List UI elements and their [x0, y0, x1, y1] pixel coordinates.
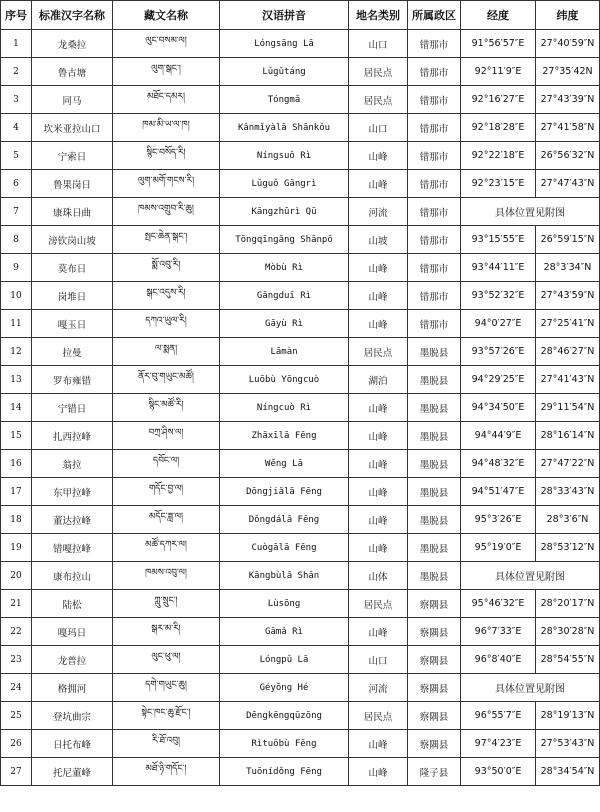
table-row	[1, 142, 600, 170]
cell-district: 错那市	[408, 142, 461, 170]
cell-latitude: 28°34′54″N	[536, 758, 600, 786]
cell-district: 察隅县	[408, 618, 461, 646]
table-row	[1, 86, 600, 114]
cell-name-tib: མཚོ་དཀར་ལ།	[113, 534, 220, 562]
cell-seq: 1	[1, 30, 32, 58]
cell-latitude: 28°3′6″N	[536, 506, 600, 534]
cell-location-note: 具体位置见附图	[461, 562, 600, 590]
cell-name-tib: སྨོ་འབུ་རི།	[113, 254, 220, 282]
cell-longitude: 94°0′27″E	[461, 310, 536, 338]
cell-pinyin: Dǒngdálā Fēng	[220, 506, 349, 534]
cell-district: 错那市	[408, 114, 461, 142]
header-pinyin: 汉语拼音	[220, 1, 349, 30]
cell-district: 察隅县	[408, 590, 461, 618]
cell-category: 山峰	[349, 254, 408, 282]
table-row	[1, 226, 600, 254]
cell-name-zh: 鲁古塘	[32, 58, 113, 86]
cell-seq: 7	[1, 198, 32, 226]
cell-district: 墨脱县	[408, 338, 461, 366]
cell-longitude: 92°23′15″E	[461, 170, 536, 198]
cell-district: 墨脱县	[408, 450, 461, 478]
cell-seq: 13	[1, 366, 32, 394]
cell-category: 居民点	[349, 338, 408, 366]
cell-pinyin: Mòbù Rì	[220, 254, 349, 282]
cell-latitude: 28°16′14″N	[536, 422, 600, 450]
cell-name-tib: ལ་སྨན།	[113, 338, 220, 366]
cell-name-zh: 格拥河	[32, 674, 113, 702]
cell-name-tib: མཐོང་དམར།	[113, 86, 220, 114]
cell-name-tib: སྒར་མ་རི།	[113, 618, 220, 646]
table-row	[1, 422, 600, 450]
cell-latitude: 28°53′12″N	[536, 534, 600, 562]
cell-pinyin: Géyōng Hé	[220, 674, 349, 702]
cell-district: 墨脱县	[408, 422, 461, 450]
table-row	[1, 338, 600, 366]
cell-district: 墨脱县	[408, 366, 461, 394]
cell-seq: 9	[1, 254, 32, 282]
cell-district: 错那市	[408, 282, 461, 310]
cell-latitude: 27°25′41″N	[536, 310, 600, 338]
cell-name-zh: 嘎玛日	[32, 618, 113, 646]
table-row	[1, 758, 600, 786]
cell-name-zh: 同马	[32, 86, 113, 114]
table-row	[1, 702, 600, 730]
cell-latitude: 27°41′43″N	[536, 366, 600, 394]
cell-district: 察隅县	[408, 730, 461, 758]
cell-pinyin: Tōngqīngāng Shānpō	[220, 226, 349, 254]
cell-name-tib: ཁམས་འགྲུབ་རི་ཆུ།	[113, 198, 220, 226]
cell-pinyin: Gāmǎ Rì	[220, 618, 349, 646]
cell-category: 山峰	[349, 142, 408, 170]
cell-longitude: 93°44′11″E	[461, 254, 536, 282]
cell-name-tib: ནོར་བུ་གཡུང་མཚོ།	[113, 366, 220, 394]
cell-seq: 12	[1, 338, 32, 366]
table-row	[1, 590, 600, 618]
header-longitude: 经度	[461, 1, 536, 30]
cell-latitude: 27°47′22″N	[536, 450, 600, 478]
cell-district: 错那市	[408, 254, 461, 282]
cell-longitude: 93°50′0″E	[461, 758, 536, 786]
cell-pinyin: Tuōnídǒng Fēng	[220, 758, 349, 786]
table-row	[1, 506, 600, 534]
cell-name-tib: དཀའ་ཡུལ་རི།	[113, 310, 220, 338]
cell-longitude: 94°29′25″E	[461, 366, 536, 394]
cell-category: 山峰	[349, 394, 408, 422]
table-row	[1, 618, 600, 646]
cell-district: 墨脱县	[408, 534, 461, 562]
cell-seq: 6	[1, 170, 32, 198]
cell-district: 隆子县	[408, 758, 461, 786]
cell-seq: 22	[1, 618, 32, 646]
cell-category: 居民点	[349, 86, 408, 114]
cell-category: 居民点	[349, 702, 408, 730]
cell-category: 山峰	[349, 282, 408, 310]
cell-district: 错那市	[408, 310, 461, 338]
cell-name-zh: 嘎玉日	[32, 310, 113, 338]
cell-name-tib: བཀྲ་ཤིས་ལ།	[113, 422, 220, 450]
cell-name-zh: 鲁果岗日	[32, 170, 113, 198]
header-seq: 序号	[1, 1, 32, 30]
cell-seq: 5	[1, 142, 32, 170]
cell-category: 山峰	[349, 758, 408, 786]
cell-name-tib: དགེ་གཡུང་ཆུ།	[113, 674, 220, 702]
cell-latitude: 27°41′58″N	[536, 114, 600, 142]
cell-name-zh: 滂钦岗山坡	[32, 226, 113, 254]
table-row	[1, 646, 600, 674]
cell-pinyin: Tóngmǎ	[220, 86, 349, 114]
cell-pinyin: Kāngbùlā Shān	[220, 562, 349, 590]
cell-pinyin: Lùsōng	[220, 590, 349, 618]
cell-longitude: 95°3′26″E	[461, 506, 536, 534]
cell-name-tib: ཀླུ་སྲུང་།	[113, 590, 220, 618]
table-row	[1, 30, 600, 58]
cell-seq: 24	[1, 674, 32, 702]
cell-name-tib: ལུག་སྒང་།	[113, 58, 220, 86]
cell-latitude: 28°54′55″N	[536, 646, 600, 674]
cell-longitude: 96°8′40″E	[461, 646, 536, 674]
cell-district: 墨脱县	[408, 562, 461, 590]
cell-name-tib: སྒང་འདུས་རི།	[113, 282, 220, 310]
table-row	[1, 282, 600, 310]
cell-name-zh: 陆松	[32, 590, 113, 618]
cell-pinyin: Kāngzhūrì Qū	[220, 198, 349, 226]
cell-latitude: 28°46′27″N	[536, 338, 600, 366]
cell-seq: 4	[1, 114, 32, 142]
cell-pinyin: Lóngpǔ Lā	[220, 646, 349, 674]
cell-seq: 19	[1, 534, 32, 562]
cell-category: 山体	[349, 562, 408, 590]
cell-name-tib: སྟེང་ཁང་ཆུ་རྫོང་།	[113, 702, 220, 730]
cell-category: 山口	[349, 30, 408, 58]
cell-longitude: 96°55′7″E	[461, 702, 536, 730]
cell-pinyin: Kǎnmǐyàlā Shānkǒu	[220, 114, 349, 142]
cell-category: 山峰	[349, 170, 408, 198]
cell-latitude: 26°56′32″N	[536, 142, 600, 170]
cell-name-zh: 康布拉山	[32, 562, 113, 590]
table-row	[1, 366, 600, 394]
cell-latitude: 28°3′34″N	[536, 254, 600, 282]
cell-category: 山峰	[349, 310, 408, 338]
cell-district: 错那市	[408, 58, 461, 86]
cell-name-zh: 翁拉	[32, 450, 113, 478]
cell-district: 错那市	[408, 30, 461, 58]
header-category: 地名类别	[349, 1, 408, 30]
cell-district: 察隅县	[408, 674, 461, 702]
cell-latitude: 27°43′39″N	[536, 86, 600, 114]
cell-longitude: 97°4′23″E	[461, 730, 536, 758]
cell-category: 山峰	[349, 478, 408, 506]
cell-name-tib: ལུང་བསམ་ལ།	[113, 30, 220, 58]
cell-longitude: 94°34′50″E	[461, 394, 536, 422]
cell-name-tib: རི་ཐོ་འབུ།	[113, 730, 220, 758]
cell-longitude: 92°22′18″E	[461, 142, 536, 170]
cell-pinyin: Zhāxīlā Fēng	[220, 422, 349, 450]
cell-latitude: 28°19′13″N	[536, 702, 600, 730]
table-row	[1, 114, 600, 142]
cell-pinyin: Gāyù Rì	[220, 310, 349, 338]
cell-longitude: 96°7′33″E	[461, 618, 536, 646]
cell-longitude: 93°52′32″E	[461, 282, 536, 310]
cell-longitude: 92°18′28″E	[461, 114, 536, 142]
table-row	[1, 394, 600, 422]
cell-name-zh: 龙普拉	[32, 646, 113, 674]
table-row	[1, 562, 600, 590]
cell-longitude: 95°46′32″E	[461, 590, 536, 618]
cell-district: 错那市	[408, 170, 461, 198]
cell-category: 山口	[349, 114, 408, 142]
cell-district: 墨脱县	[408, 506, 461, 534]
table-row	[1, 730, 600, 758]
cell-pinyin: Dōngjiǎlā Fēng	[220, 478, 349, 506]
header-name-tib: 藏文名称	[113, 1, 220, 30]
cell-name-zh: 日托布峰	[32, 730, 113, 758]
table-row	[1, 450, 600, 478]
cell-latitude: 28°20′17″N	[536, 590, 600, 618]
cell-name-tib: སྤང་ཆེན་སྒང་།	[113, 226, 220, 254]
cell-name-zh: 龙桑拉	[32, 30, 113, 58]
cell-seq: 8	[1, 226, 32, 254]
cell-category: 山坡	[349, 226, 408, 254]
cell-category: 河流	[349, 674, 408, 702]
cell-longitude: 95°19′0″E	[461, 534, 536, 562]
cell-longitude: 91°56′57″E	[461, 30, 536, 58]
cell-seq: 27	[1, 758, 32, 786]
cell-seq: 25	[1, 702, 32, 730]
table-row	[1, 170, 600, 198]
cell-name-tib: ལུག་མགོ་གངས་རི།	[113, 170, 220, 198]
cell-name-tib: ལུང་ཕུ་ལ།	[113, 646, 220, 674]
cell-pinyin: Gāngduī Rì	[220, 282, 349, 310]
cell-longitude: 94°44′9″E	[461, 422, 536, 450]
cell-name-zh: 董达拉峰	[32, 506, 113, 534]
table-row	[1, 198, 600, 226]
cell-district: 错那市	[408, 198, 461, 226]
cell-category: 山峰	[349, 534, 408, 562]
cell-pinyin: Luōbù Yōngcuò	[220, 366, 349, 394]
cell-seq: 17	[1, 478, 32, 506]
cell-name-zh: 坎米亚拉山口	[32, 114, 113, 142]
cell-latitude: 27°53′43″N	[536, 730, 600, 758]
cell-name-tib: མཐོ་ཉི་གདོང་།	[113, 758, 220, 786]
cell-seq: 15	[1, 422, 32, 450]
cell-seq: 21	[1, 590, 32, 618]
cell-location-note: 具体位置见附图	[461, 674, 600, 702]
cell-longitude: 94°48′32″E	[461, 450, 536, 478]
cell-name-zh: 莫布日	[32, 254, 113, 282]
cell-name-zh: 罗布雍错	[32, 366, 113, 394]
table-header-row	[1, 1, 600, 30]
cell-name-zh: 登坑曲宗	[32, 702, 113, 730]
cell-seq: 20	[1, 562, 32, 590]
cell-seq: 2	[1, 58, 32, 86]
cell-longitude: 92°11′9″E	[461, 58, 536, 86]
header-latitude: 纬度	[536, 1, 600, 30]
cell-pinyin: Lóngsāng Lā	[220, 30, 349, 58]
table-row	[1, 534, 600, 562]
cell-name-zh: 错嘎拉峰	[32, 534, 113, 562]
cell-location-note: 具体位置见附图	[461, 198, 600, 226]
cell-latitude: 27°40′59″N	[536, 30, 600, 58]
cell-latitude: 28°30′28″N	[536, 618, 600, 646]
cell-longitude: 93°57′26″E	[461, 338, 536, 366]
table-row	[1, 254, 600, 282]
cell-pinyin: Wēng Lā	[220, 450, 349, 478]
cell-name-zh: 托尼董峰	[32, 758, 113, 786]
cell-district: 察隅县	[408, 646, 461, 674]
cell-seq: 3	[1, 86, 32, 114]
table-body	[1, 30, 600, 786]
cell-district: 墨脱县	[408, 394, 461, 422]
cell-name-tib: མདོང་ཟླ་ལ།	[113, 506, 220, 534]
cell-seq: 26	[1, 730, 32, 758]
cell-name-zh: 拉曼	[32, 338, 113, 366]
cell-category: 居民点	[349, 58, 408, 86]
cell-longitude: 92°16′27″E	[461, 86, 536, 114]
cell-seq: 23	[1, 646, 32, 674]
cell-name-zh: 东甲拉峰	[32, 478, 113, 506]
cell-name-zh: 宁索日	[32, 142, 113, 170]
cell-seq: 16	[1, 450, 32, 478]
cell-name-tib: ཁམས་འབུ་ལ།	[113, 562, 220, 590]
cell-category: 山峰	[349, 450, 408, 478]
cell-pinyin: Cuògālā Fēng	[220, 534, 349, 562]
cell-category: 山口	[349, 646, 408, 674]
cell-category: 湖泊	[349, 366, 408, 394]
cell-latitude: 29°11′54″N	[536, 394, 600, 422]
cell-category: 山峰	[349, 506, 408, 534]
cell-category: 山峰	[349, 730, 408, 758]
cell-name-zh: 康珠日曲	[32, 198, 113, 226]
cell-latitude: 27°47′43″N	[536, 170, 600, 198]
cell-district: 错那市	[408, 226, 461, 254]
table-row	[1, 478, 600, 506]
header-district: 所属政区	[408, 1, 461, 30]
cell-seq: 14	[1, 394, 32, 422]
cell-pinyin: Lǔguǒ Gāngrì	[220, 170, 349, 198]
cell-longitude: 93°15′55″E	[461, 226, 536, 254]
cell-name-tib: སྙིང་མཚོ་རི།	[113, 394, 220, 422]
cell-latitude: 26°59′15″N	[536, 226, 600, 254]
cell-name-zh: 扎西拉峰	[32, 422, 113, 450]
cell-name-zh: 岗堆日	[32, 282, 113, 310]
table-row	[1, 310, 600, 338]
table-row	[1, 58, 600, 86]
cell-category: 山峰	[349, 618, 408, 646]
cell-name-tib: ཁམ་མི་ཡ་ལ་ཁ།	[113, 114, 220, 142]
table-row	[1, 674, 600, 702]
cell-latitude: 28°33′43″N	[536, 478, 600, 506]
cell-pinyin: Lāmàn	[220, 338, 349, 366]
cell-pinyin: Rìtuōbù Fēng	[220, 730, 349, 758]
cell-district: 错那市	[408, 86, 461, 114]
cell-name-zh: 宁错日	[32, 394, 113, 422]
cell-seq: 11	[1, 310, 32, 338]
cell-seq: 10	[1, 282, 32, 310]
cell-name-tib: སྙིང་བསོད་རི།	[113, 142, 220, 170]
cell-district: 察隅县	[408, 702, 461, 730]
cell-category: 河流	[349, 198, 408, 226]
cell-district: 墨脱县	[408, 478, 461, 506]
cell-pinyin: Lǔgǔtáng	[220, 58, 349, 86]
header-name-zh: 标准汉字名称	[32, 1, 113, 30]
cell-category: 山峰	[349, 422, 408, 450]
cell-name-tib: དབོང་ལ།	[113, 450, 220, 478]
cell-category: 居民点	[349, 590, 408, 618]
cell-latitude: 27°35′42N	[536, 58, 600, 86]
cell-seq: 18	[1, 506, 32, 534]
cell-name-tib: གདོང་བྱ་ལ།	[113, 478, 220, 506]
cell-pinyin: Dēngkēngqūzōng	[220, 702, 349, 730]
cell-pinyin: Níngsuǒ Rì	[220, 142, 349, 170]
cell-longitude: 94°51′47″E	[461, 478, 536, 506]
cell-pinyin: Níngcuò Rì	[220, 394, 349, 422]
cell-latitude: 27°43′59″N	[536, 282, 600, 310]
